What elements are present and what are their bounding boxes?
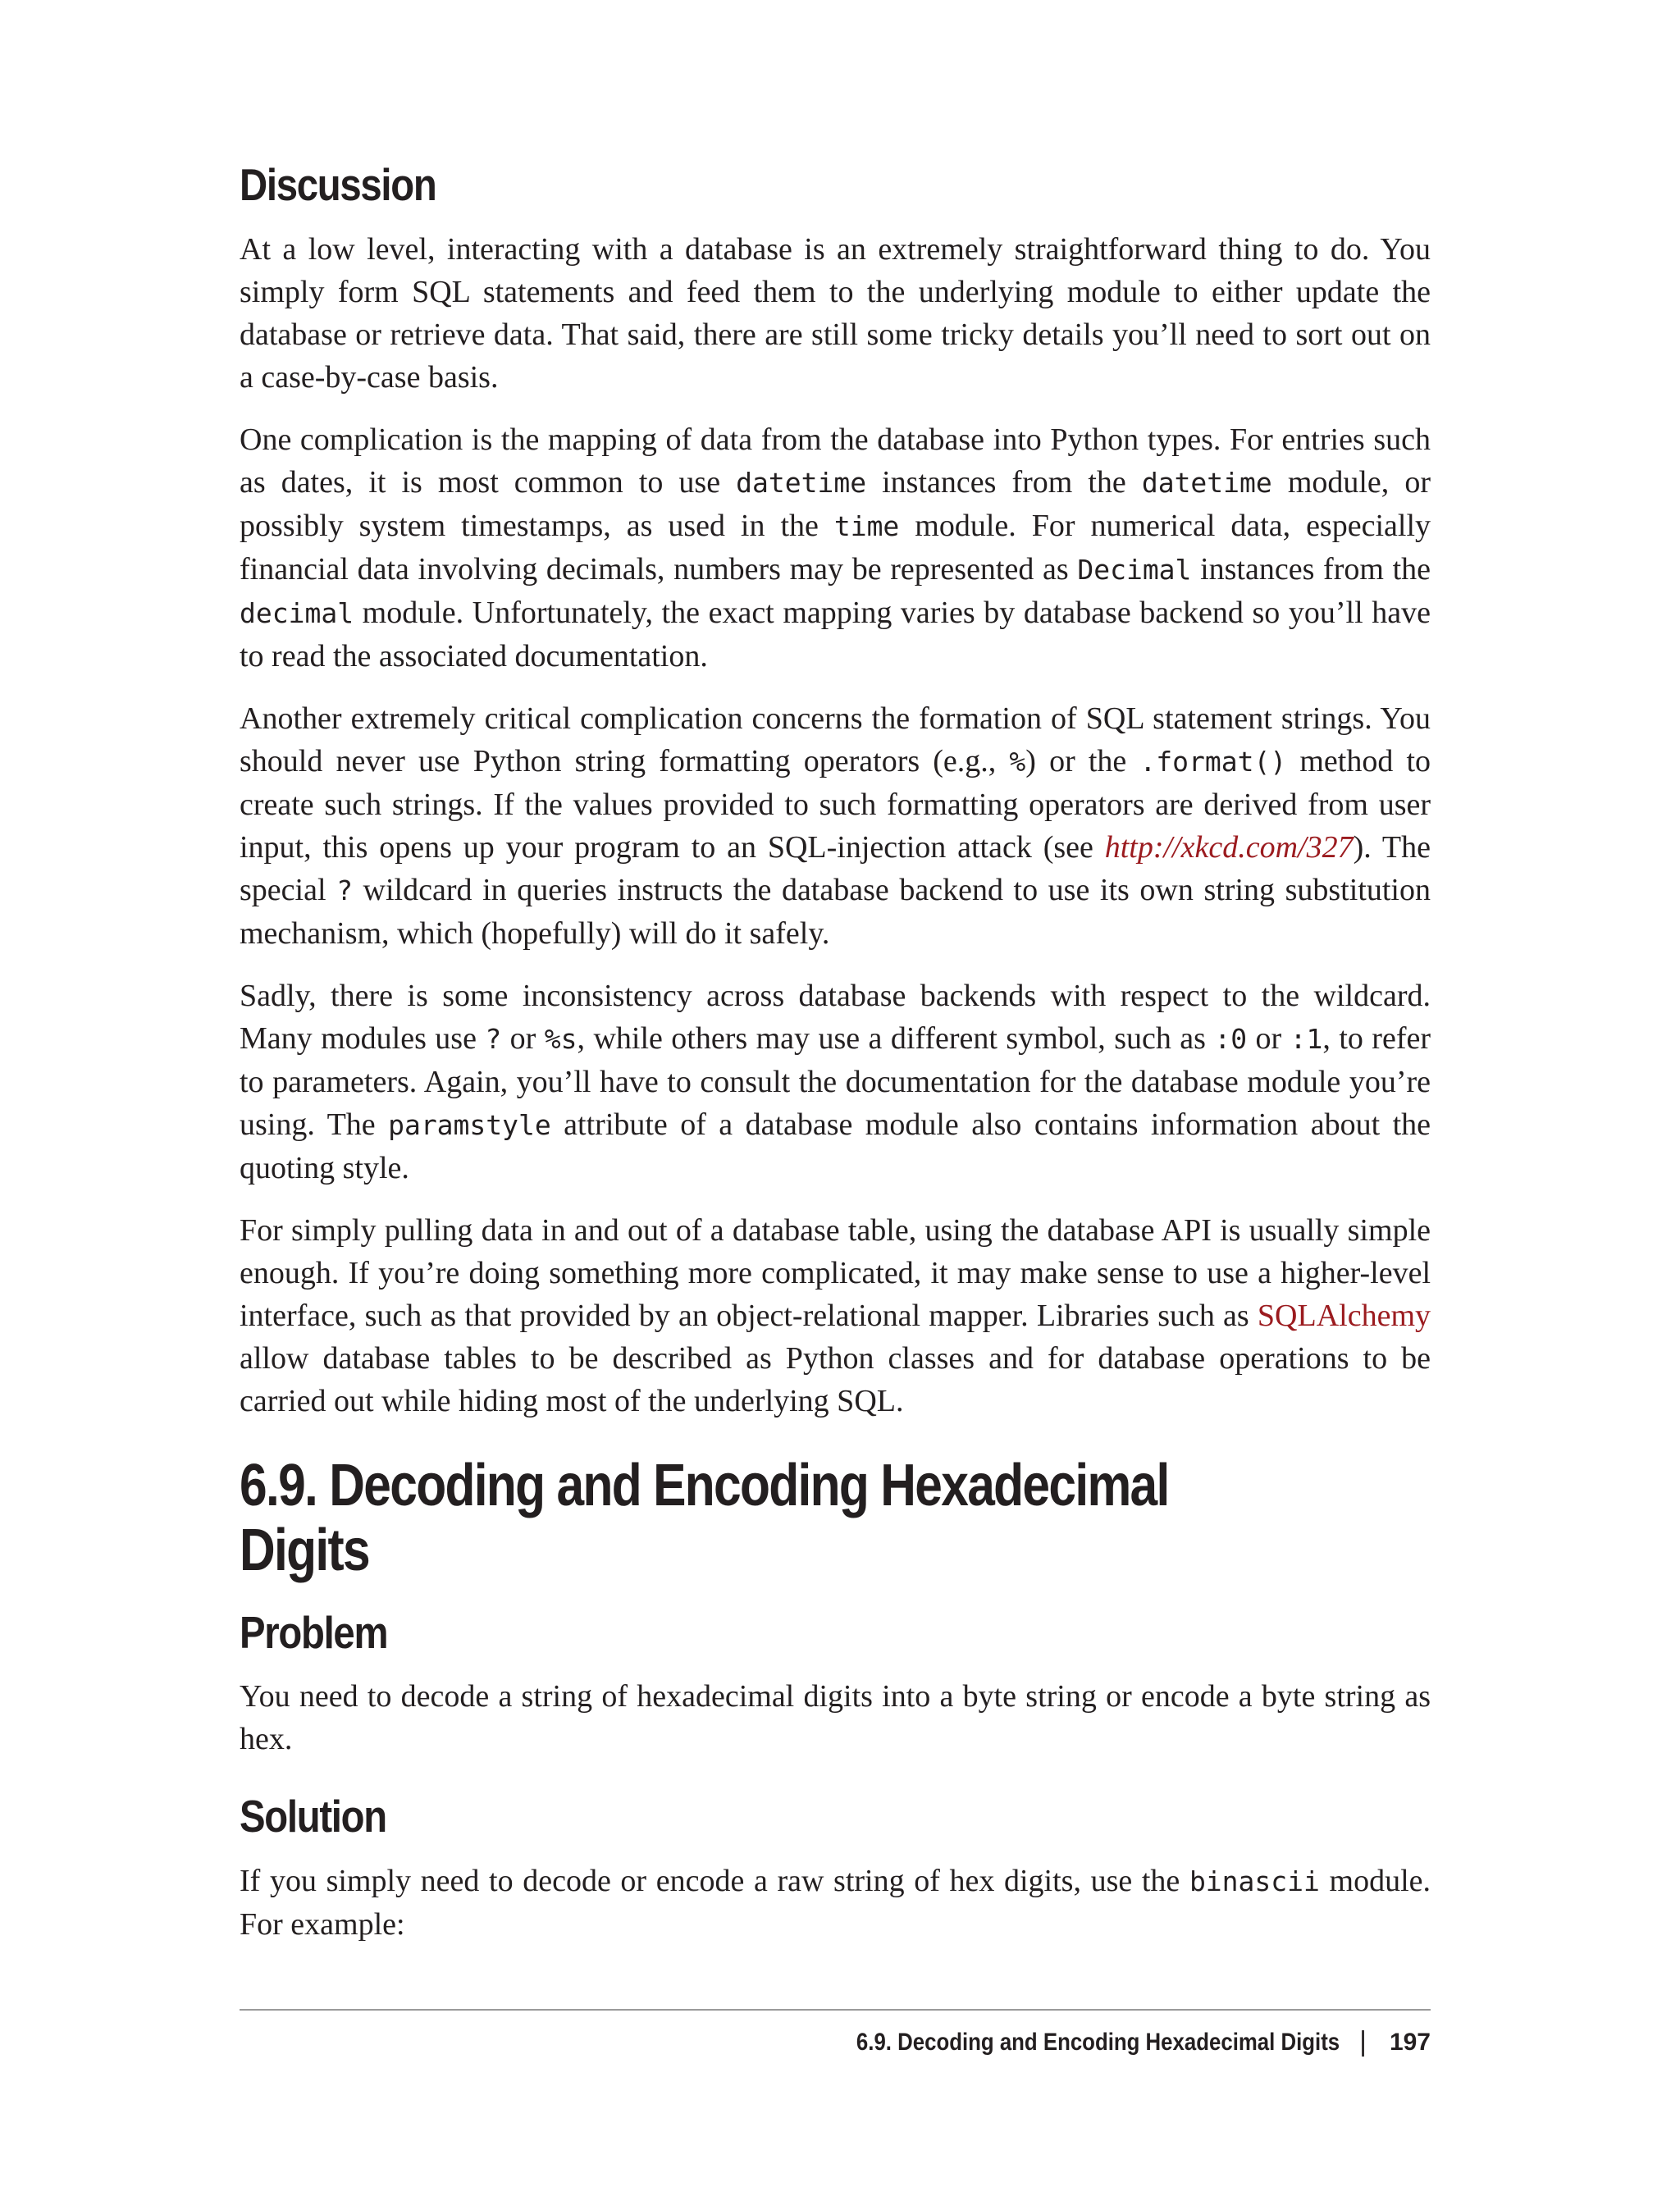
text-run: ) or the: [1025, 743, 1140, 778]
text-run: instances from the: [1191, 551, 1431, 587]
footer-divider: [240, 2009, 1431, 2011]
solution-paragraph: [240, 1860, 1431, 1946]
text-run: instances from the: [866, 464, 1142, 500]
code-decimal-module: decimal: [240, 596, 354, 629]
text-run: , while others may use a different symbol, such as: [577, 1020, 1215, 1056]
sqlalchemy-link[interactable]: SQLAlchemy: [1257, 1298, 1431, 1333]
discussion-paragraph-1: [240, 228, 1431, 399]
discussion-heading: Discussion: [240, 159, 436, 210]
discussion-paragraph-3: [240, 697, 1431, 955]
text-run: You need to decode a string of hexadecimal digits into a byte string or encode a byte string as hex.: [240, 1679, 1431, 1757]
footer-separator: |: [1359, 2026, 1367, 2057]
text-run: or: [501, 1020, 545, 1056]
footer-section-title: 6.9. Decoding and Encoding Hexadecimal Digits: [856, 2028, 1340, 2056]
discussion-paragraph-4: [240, 975, 1431, 1189]
problem-heading: Problem: [240, 1606, 388, 1658]
code-question-mark: ?: [485, 1022, 502, 1055]
code-question-mark: ?: [336, 874, 353, 906]
section-title: 6.9. Decoding and Encoding Hexadecimal Digits: [240, 1452, 1169, 1583]
page-footer: [778, 2026, 1431, 2058]
discussion-paragraph-2: [240, 418, 1431, 678]
discussion-paragraph-5: [240, 1209, 1431, 1422]
text-run: or: [1247, 1020, 1290, 1056]
problem-paragraph: [240, 1675, 1431, 1760]
text-run: If you simply need to decode or encode a raw string of hex digits, use the: [240, 1863, 1189, 1898]
code-datetime: datetime: [736, 466, 867, 499]
text-run: wildcard in queries instructs the database backend to use its own string substitution mechanism, which (hopefully) will do it safely.: [240, 872, 1431, 951]
solution-heading: Solution: [240, 1791, 386, 1842]
code-paramstyle: paramstyle: [388, 1108, 551, 1141]
text-run: module. For numerical data, especially financial data involving decimals, numbers may be represented as: [240, 508, 1431, 587]
text-run: module. For example:: [240, 1863, 1431, 1942]
code-format: .format(): [1139, 745, 1287, 778]
text-run: Another extremely critical complication concerns the formation of SQL statement strings. You should never use Python string formatting operators (e.g.,: [240, 701, 1431, 778]
text-run: allow database tables to be described as Python classes and for database operations to be carried out while hiding most of the underlying SQL.: [240, 1340, 1431, 1418]
text-run: method to create such strings. If the values provided to such formatting operators are derived from user input, this opens up your program to an SQL-injection attack (see: [240, 743, 1431, 865]
code-percent-s: %s: [544, 1022, 578, 1055]
text-run: At a low level, interacting with a database is an extremely straightforward thing to do. You simply form SQL statements and feed them to the underlying module to either update the database or retrieve data. That said, there are still some tricky details you’ll need to sort out on a case-by-case basis.: [240, 231, 1431, 395]
code-colon-one: :1: [1290, 1022, 1323, 1055]
text-run: For simply pulling data in and out of a database table, using the database API is usually simple enough. If you’re doing something more complicated, it may make sense to use a higher-level interface, such as that provided by an object-relational mapper. Libraries such as: [240, 1212, 1431, 1333]
page-number: 197: [1389, 2028, 1431, 2056]
text-run: , to refer to parameters. Again, you’ll have to consult the documentation for the database module you’re using. The: [240, 1020, 1431, 1142]
page-content: [240, 160, 1431, 1965]
code-time: time: [833, 509, 900, 542]
text-run: attribute of a database module also contains information about the quoting style.: [240, 1107, 1431, 1185]
text-run: module, or possibly system timestamps, as used in the: [240, 464, 1431, 543]
code-colon-zero: :0: [1214, 1022, 1248, 1055]
text-run: module. Unfortunately, the exact mapping varies by database backend so you’ll have to read the associated documentation.: [240, 595, 1431, 673]
text-run: One complication is the mapping of data from the database into Python types. For entries such as dates, it is most common to use: [240, 422, 1431, 500]
xkcd-link[interactable]: http://xkcd.com/327: [1104, 829, 1354, 865]
code-decimal-class: Decimal: [1077, 553, 1192, 586]
code-binascii: binascii: [1189, 1865, 1320, 1897]
code-datetime-module: datetime: [1141, 466, 1272, 499]
text-run: ). The special: [240, 829, 1431, 907]
code-percent: %: [1009, 745, 1026, 778]
text-run: Sadly, there is some inconsistency across database backends with respect to the wildcard. Many modules use: [240, 978, 1431, 1056]
